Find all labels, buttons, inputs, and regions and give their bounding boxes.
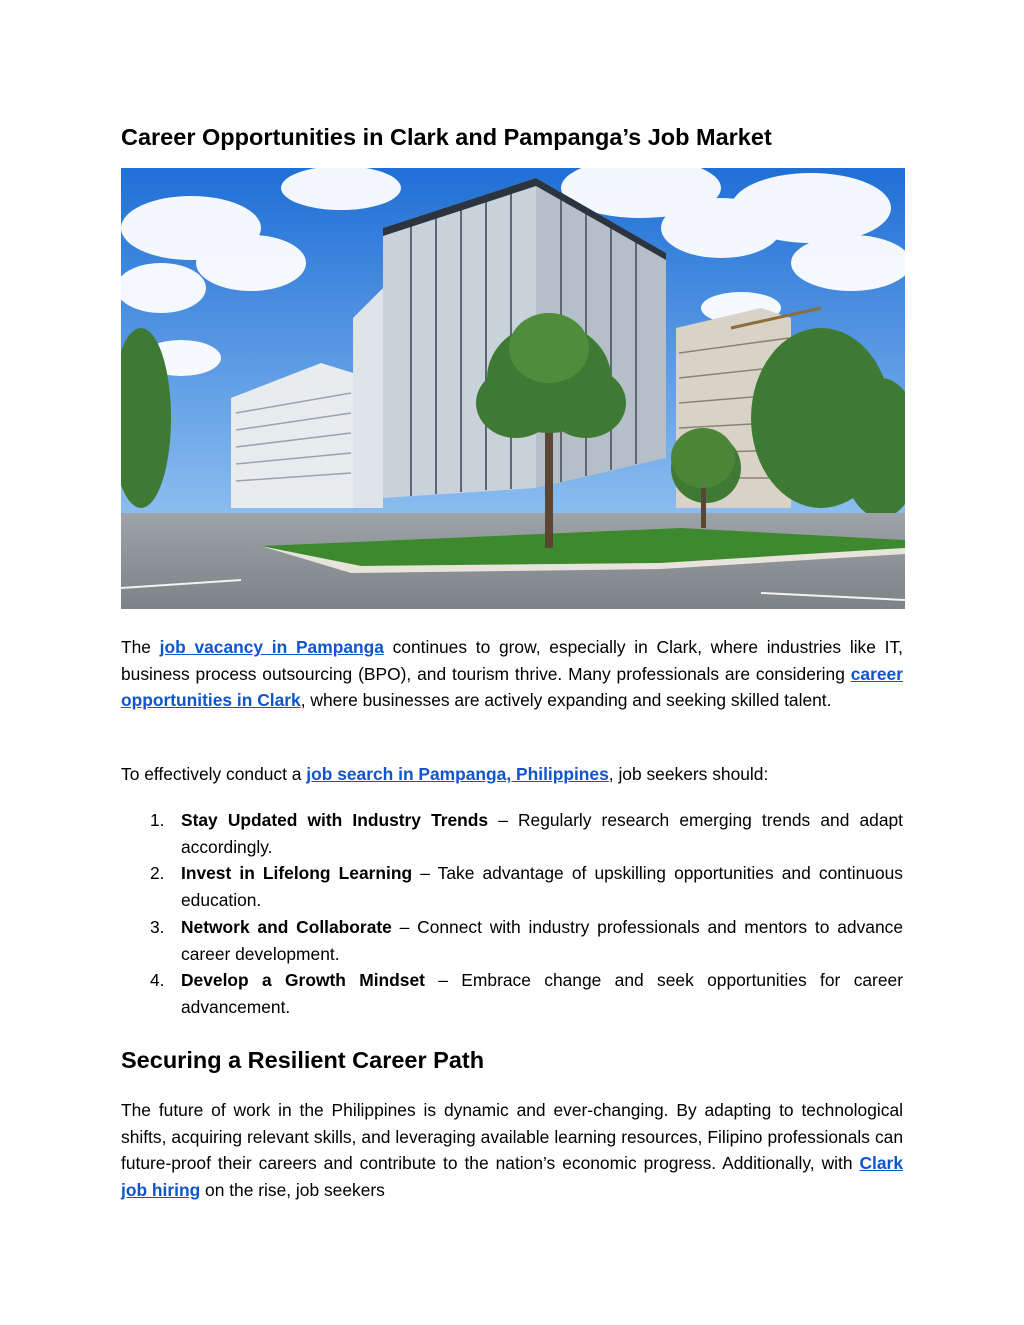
- clark-job-hiring-link[interactable]: Clark job hiring: [121, 1153, 903, 1201]
- list-item: [121, 860, 903, 913]
- list-item-text: – Connect with industry professionals and mentors to advance career development.: [181, 916, 903, 964]
- office-building-photo: [121, 168, 905, 609]
- list-item: [121, 967, 903, 1020]
- job-search-paragraph: [121, 761, 903, 788]
- tips-list: [121, 807, 903, 1021]
- list-item: [121, 914, 903, 967]
- list-number: 3.: [150, 916, 165, 937]
- list-item-text: – Take advantage of upskilling opportunities and continuous education.: [181, 863, 903, 911]
- list-item-text: – Regularly research emerging trends and adapt accordingly.: [181, 810, 903, 857]
- list-item-heading: Invest in Lifelong Learning: [181, 863, 413, 884]
- career-opportunities-clark-link[interactable]: career opportunities in Clark: [121, 663, 903, 711]
- text-segment: continues to grow, especially in Clark, where industries like IT, business process outsourcing (BPO), and tourism thrive. Many professionals are considering: [121, 637, 903, 684]
- list-number: 2.: [150, 863, 165, 884]
- intro-paragraph: [121, 634, 903, 714]
- text-segment: on the rise, job seekers: [200, 1180, 385, 1201]
- text-segment: To effectively conduct a: [121, 764, 307, 784]
- job-search-pampanga-link[interactable]: job search in Pampanga, Philippines: [306, 764, 609, 784]
- list-item: [121, 807, 903, 860]
- future-of-work-paragraph: [121, 1097, 903, 1204]
- list-item-heading: Stay Updated with Industry Trends: [181, 810, 489, 830]
- text-segment: , job seekers should:: [608, 764, 769, 784]
- text-segment: The: [121, 637, 160, 657]
- page-title: Career Opportunities in Clark and Pampanga’s Job Market: [121, 124, 772, 150]
- list-item-text: – Embrace change and seek opportunities for career advancement.: [181, 970, 903, 1017]
- job-vacancy-pampanga-link[interactable]: job vacancy in Pampanga: [159, 637, 384, 657]
- list-item-heading: Develop a Growth Mindset: [181, 970, 425, 991]
- section-heading: Securing a Resilient Career Path: [121, 1047, 485, 1073]
- text-segment: , where businesses are actively expanding and seeking skilled talent.: [300, 690, 832, 711]
- list-item-heading: Network and Collaborate: [181, 916, 392, 937]
- list-number: 1.: [150, 810, 165, 830]
- text-segment: The future of work in the Philippines is dynamic and ever-changing. By adapting to technological shifts, acquiring relevant skills, and leveraging available learning resources, Filipino professionals can future-proof their careers and contribute to the nation’s economic progress. Additionally, with: [121, 1100, 903, 1174]
- list-number: 4.: [150, 970, 165, 991]
